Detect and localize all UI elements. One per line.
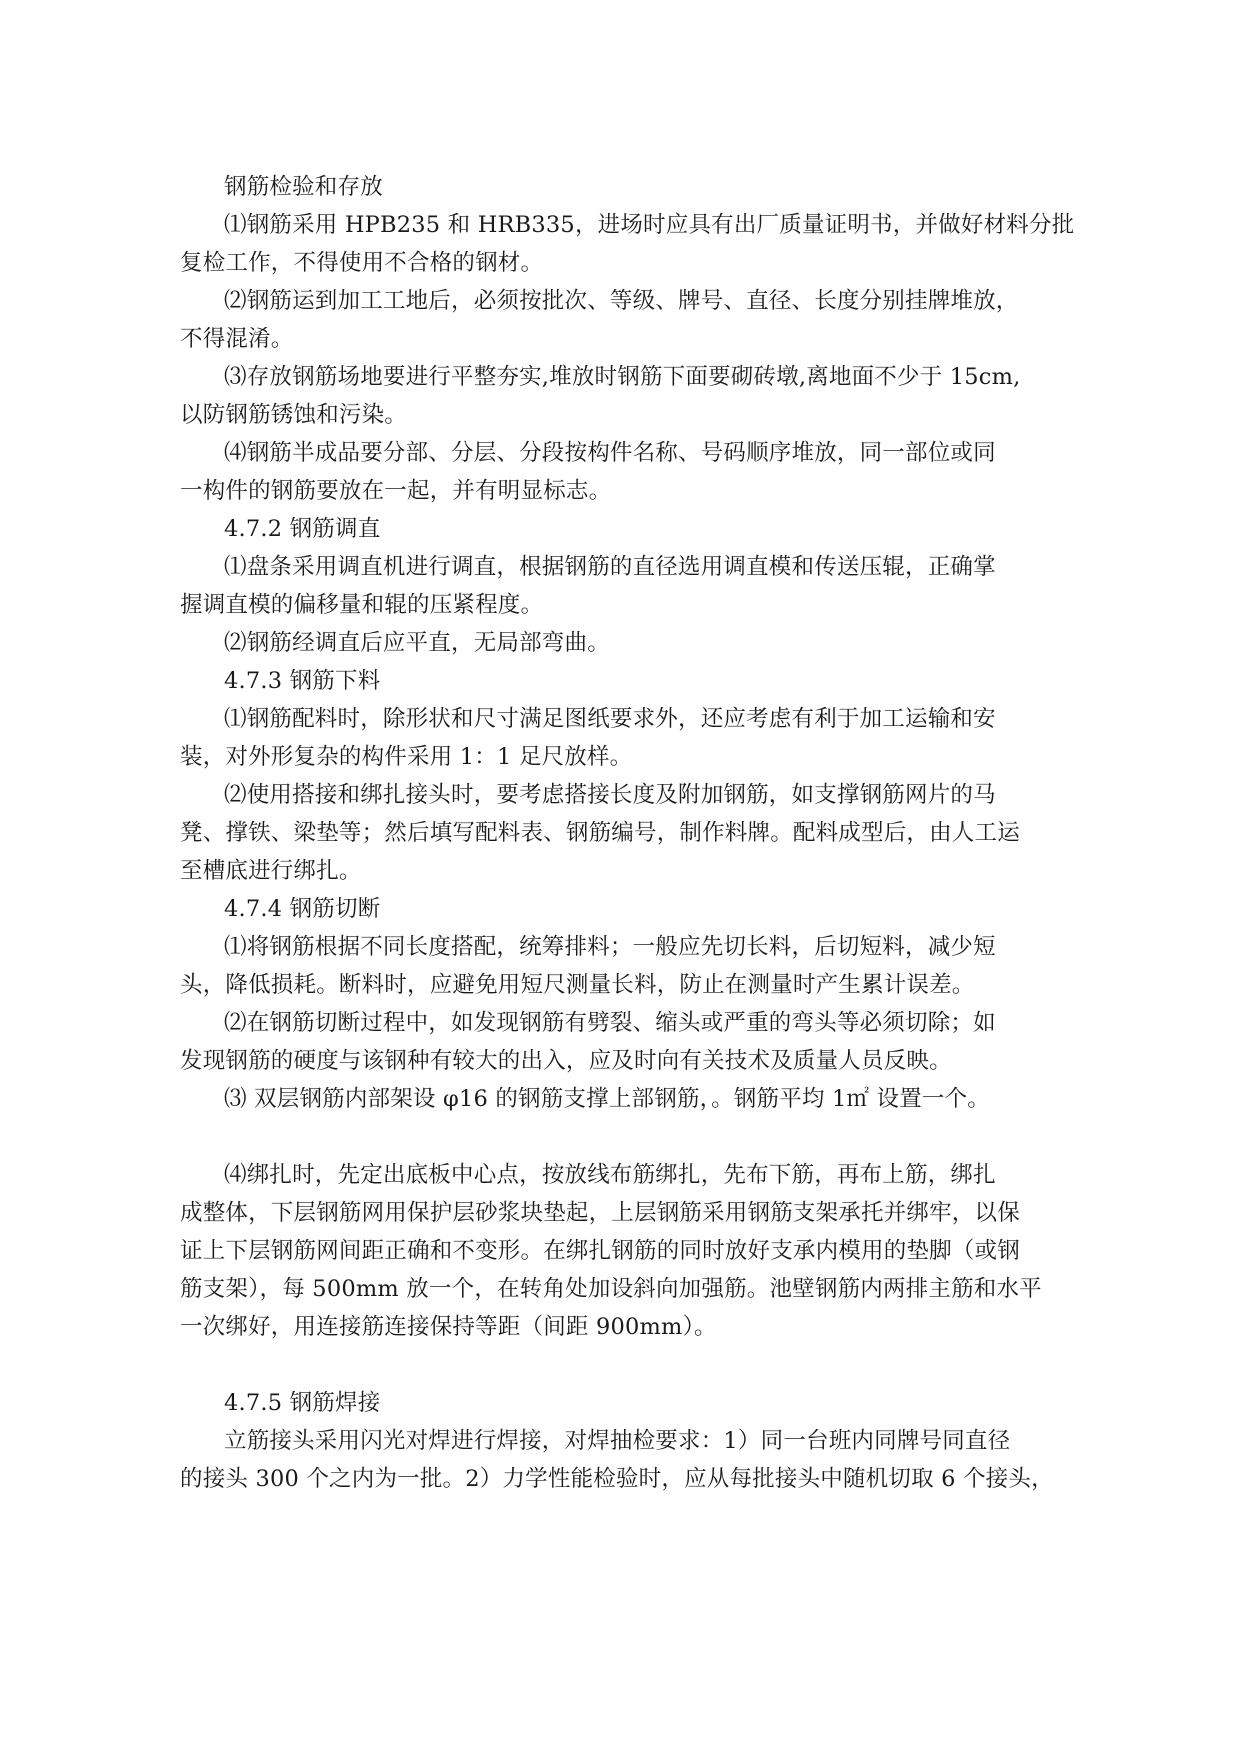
paragraph-line: 至槽底进行绑扎。 (180, 858, 362, 884)
paragraph-line: ⑶存放钢筋场地要进行平整夯实,堆放时钢筋下面要砌砖墩,离地面不少于 15cm, (224, 364, 1021, 390)
paragraph-line: ⑶ 双层钢筋内部架设 φ16 的钢筋支撑上部钢筋，。钢筋平均 1㎡ 设置一个。 (224, 1086, 991, 1112)
paragraph-line: ⑵钢筋运到加工工地后，必须按批次、等级、牌号、直径、长度分别挂牌堆放， (224, 288, 1019, 314)
paragraph-line: ⑷钢筋半成品要分部、分层、分段按构件名称、号码顺序堆放，同一部位或同 (224, 440, 996, 466)
paragraph-line: 握调直模的偏移量和辊的压紧程度。 (180, 592, 544, 618)
paragraph-line: 证上下层钢筋网间距正确和不变形。在绑扎钢筋的同时放好支承内模用的垫脚（或钢 (180, 1238, 1020, 1264)
paragraph-line: 发现钢筋的硬度与该钢种有较大的出入，应及时向有关技术及质量人员反映。 (180, 1048, 952, 1074)
paragraph-line: 一次绑好，用连接筋连接保持等距（间距 900mm）。 (180, 1314, 717, 1340)
document-page (180, 168, 1110, 1498)
paragraph-line: ⑴钢筋配料时，除形状和尺寸满足图纸要求外，还应考虑有利于加工运输和安 (224, 706, 996, 732)
paragraph-line: 凳、撑铁、梁垫等；然后填写配料表、钢筋编号，制作料牌。配料成型后，由人工运 (180, 820, 1020, 846)
paragraph-line: 复检工作，不得使用不合格的钢材。 (180, 250, 544, 276)
paragraph-line: 的接头 300 个之内为一批。2）力学性能检验时，应从每批接头中随机切取 6 个接头， (180, 1466, 1054, 1492)
paragraph-line: 装，对外形复杂的构件采用 1：1 足尺放样。 (180, 744, 633, 770)
paragraph-line: ⑵钢筋经调直后应平直，无局部弯曲。 (224, 630, 610, 656)
paragraph-line: 筋支架），每 500mm 放一个，在转角处加设斜向加强筋。池壁钢筋内两排主筋和水平 (180, 1276, 1042, 1302)
section-heading: 4.7.5 钢筋焊接 (224, 1390, 381, 1416)
blank-line (180, 1118, 1110, 1156)
paragraph-line: ⑴钢筋采用 HPB235 和 HRB335，进场时应具有出厂质量证明书，并做好材料分批 (224, 212, 1075, 238)
paragraph-line: ⑵使用搭接和绑扎接头时，要考虑搭接长度及附加钢筋，如支撑钢筋网片的马 (224, 782, 996, 808)
paragraph-line: ⑵在钢筋切断过程中，如发现钢筋有劈裂、缩头或严重的弯头等必须切除；如 (224, 1010, 996, 1036)
paragraph-line: 头，降低损耗。断料时，应避免用短尺测量长料，防止在测量时产生累计误差。 (180, 972, 975, 998)
paragraph-line: 一构件的钢筋要放在一起，并有明显标志。 (180, 478, 612, 504)
section-heading: 4.7.4 钢筋切断 (224, 896, 381, 922)
paragraph-line: ⑴盘条采用调直机进行调直，根据钢筋的直径选用调直模和传送压辊，正确掌 (224, 554, 996, 580)
paragraph-line: ⑴将钢筋根据不同长度搭配，统筹排料；一般应先切长料，后切短料，减少短 (224, 934, 996, 960)
paragraph-line: ⑷绑扎时，先定出底板中心点，按放线布筋绑扎，先布下筋，再布上筋，绑扎 (224, 1162, 996, 1188)
paragraph-line: 立筋接头采用闪光对焊进行焊接，对焊抽检要求：1）同一台班内同牌号同直径 (224, 1428, 1011, 1454)
paragraph-line: 以防钢筋锈蚀和污染。 (180, 402, 408, 428)
blank-line (180, 1346, 1110, 1384)
section-heading: 4.7.3 钢筋下料 (224, 668, 381, 694)
section-heading: 4.7.2 钢筋调直 (224, 516, 381, 542)
paragraph-line: 不得混淆。 (180, 326, 294, 352)
paragraph-line: 成整体，下层钢筋网用保护层砂浆块垫起，上层钢筋采用钢筋支架承托并绑牢，以保 (180, 1200, 1020, 1226)
section-heading: 钢筋检验和存放 (224, 174, 383, 200)
